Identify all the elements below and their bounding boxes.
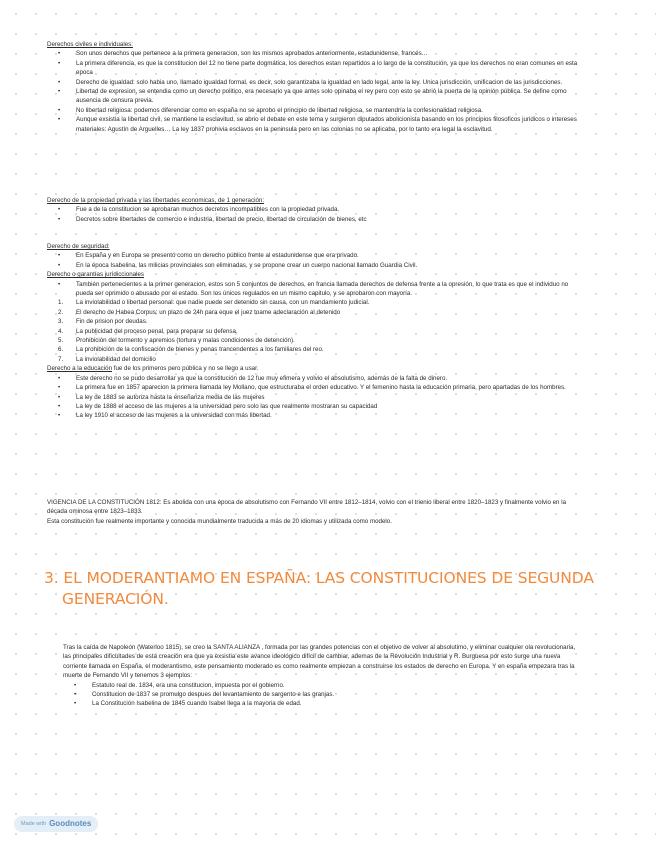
- garantias-intro-list: [47, 280, 587, 299]
- list-item: • Aunque exsistia la libertad civil, se mantiene la esclavitud, se abrio el debate en este tema y surgieron diputados abolicionista basando en los principios filosoficos juridicos o intereses materiales: Agustín de Arguelles… La ley 1837 prohivia esclavos en la peninsula pero en las colonias no se aplicaba, por lo tanto era legal la esclavitud.: [47, 115, 587, 134]
- list-text: Prohibición del tormento y apremios (tortura y malas condiciones de detención).: [76, 337, 295, 345]
- list-item: • La Constitución Isabelina de 1845 cuando Isabel llega a la mayoria de edad.: [63, 699, 583, 708]
- garantias-heading: Derecho o garantías jurídiccionales: [47, 271, 144, 279]
- list-item: • No libertad religiosa: podemos diferenciar como en españa no se aprobo el principio de libertad religiosa, se mantendría la confesionalidad religiosa.: [47, 106, 587, 115]
- section-3-heading: [44, 568, 604, 610]
- goodnotes-watermark: [14, 816, 98, 832]
- list-item: [47, 298, 587, 307]
- list-item: [47, 345, 587, 354]
- list-number: 5.: [58, 337, 64, 345]
- list-item: • Derecho de igualdad: solo habia uno, llamado igualdad formal, es decir, solo garantizaba la igualdad en lado legal, ante la ley. Unica jurisdicción, unificacion de las jurisdicciones.: [47, 78, 587, 87]
- list-item: • Fue a de la constitucion se aprobaran muchos decretos incompatibles con la propiedad privada.: [47, 205, 587, 214]
- watermark-brand: Goodnotes: [49, 819, 92, 828]
- list-item: • La ley de 1883 se autoriza hasta la enseñanza media de las mujeres: [47, 393, 587, 402]
- list-item: • La primera diferencia, es que la constitucion del 12 no tiene parte dogmática, los derechos estan repartidos a lo largo de la constitución, ya que los derechos no eran comunes en esta epoca: [47, 59, 587, 78]
- vigencia-text-2: Esta constitución fue realmente importante y conocida mundialmente traducida a más de 20 idiomas y utilizada como modelo.: [47, 517, 392, 525]
- propiedad-heading: Derecho de la propiedad privada y las libertades economicas, de 1 generación:: [47, 197, 265, 204]
- list-text: La inviolabilidad o libertad personal: que nadie puede ser detenido sin causa, con un mandamiento judicial.: [76, 299, 370, 307]
- civiles-section: [47, 40, 587, 134]
- list-text: La inviolabilidad del domicilio: [76, 355, 156, 363]
- section-3-title-line-2: GENERACIÓN.: [62, 590, 169, 608]
- educacion-list: [47, 374, 587, 421]
- list-item: • Son unos derechos que pertenece a la primera generacion, son los mismos aprobados anteriormente, estadunidense, francés…: [47, 49, 587, 58]
- list-item: • En la época Isabelina, las milicias provinciales son eliminadas, y se propone crear un cuerpo nacional llamado Guardia Civil.: [47, 261, 587, 270]
- section-3-list: [63, 681, 583, 709]
- list-item: [47, 317, 587, 326]
- list-item: [47, 308, 587, 317]
- list-text: Fin de prision por deudas.: [76, 318, 148, 326]
- section-3-body: [63, 643, 583, 709]
- propiedad-section: [47, 196, 587, 224]
- list-item: • Libertad de expresion, se entendia como un derecho politico, era necesario ya que antes solo opinaba el rey pero con esto se abrió la puerta de la opinión pública. Se define como ausencia de censura previa.: [47, 87, 587, 106]
- list-item: • También pertenecientes a la primer generacion, estos son 5 conjuntos de derechos, en francia llamada derechos de defensa frente a la opresión, lo que trata es que el individuo no pueda ser oprimido o abusado por el estado. Son los únicos regulados en un mismo capitulo, y se aprobaron con mayoría.: [47, 280, 587, 299]
- list-number: 1.: [58, 299, 64, 307]
- educacion-heading-line: [47, 364, 587, 373]
- list-item: [47, 327, 587, 336]
- list-item: • Constitucion de 1837 se promulgo despues del levantamiento de sargento e las granjas.: [63, 690, 583, 699]
- list-item: • La ley de 1888 el acceso de las mujeres a la universidad pero solo las que realmente mostraran su capacidad: [47, 402, 587, 411]
- garantias-numbered-list: [47, 298, 587, 364]
- watermark-prefix: Made with: [21, 821, 47, 827]
- list-text: La publicidad del proceso penal, para preparar su defensa.: [76, 327, 238, 335]
- list-number: 4.: [58, 327, 64, 335]
- section-3-title-line-1: 3. EL MODERANTIAMO EN ESPAÑA: LAS CONSTITUCIONES DE SEGUNDA: [44, 569, 594, 587]
- list-item: • Estatuto real de. 1834, era una constitucion, impuesta por el gobierno.: [63, 681, 583, 690]
- list-item: • Este derecho no se pudo desarrollar ya que la constitución de 12 fue muy efimera y volvio el absolutismo, además de la falta de dinero.: [47, 374, 587, 383]
- seguridad-section: [47, 242, 587, 421]
- list-item: • Decretos sobre libertades de comercio e industria, libertad de precio, libertad de circulación de bienes, etc: [47, 215, 587, 224]
- vigencia-text: VIGENCIA DE LA CONSTITUCIÓN 1812: Es abolida con una época de absolutismo con Fernando VII entre 1812–1814, volvio con el trienio liberal entre 1820–1823 y finalmente volvio en la década ominosa entre 1823–1833.: [47, 499, 567, 516]
- list-number: 2.: [58, 308, 64, 316]
- list-item: [47, 355, 587, 364]
- list-number: 6.: [58, 346, 64, 354]
- educacion-heading: Derecho a la educación: [47, 365, 113, 373]
- seguridad-heading: Derecho de seguridad:: [47, 243, 110, 250]
- civiles-list: [47, 49, 587, 134]
- propiedad-list: [47, 205, 587, 224]
- list-item: [47, 336, 587, 345]
- vigencia-section: [47, 498, 587, 526]
- educacion-heading-rest: fue de los primeros pero pública y no se llego a usar.: [112, 365, 259, 373]
- seguridad-list: [47, 251, 587, 270]
- list-item: • En España y en Europa se presentó como un derecho público frente al estadunidense que era privado.: [47, 251, 587, 260]
- section-3-paragraph: Tras la caída de Napoleón (Waterloo 1815), se creo la SANTA ALIANZA , formada por las grandes potencias con el objetivo de volver al absolutimo, y eliminar cualquier ola revolucionaria, las principales dificultades de esta creación era que ya exsistia este avance ideológico difícil de cambiar, ademas de la Revolución Industrial y R. Burguesa por esto surge una nueva corriente llamada en España, el moderantismo, este pensamiento moderado es como realmente empiezan a construirse los estados de derecho en Europa. Y en españa empezara tras la muerte de Fernando VII y tenemos 3 ejemplos:: [63, 644, 576, 680]
- list-item: • La primera fue en 1857 aparecion la primera llamada ley Mollano, que estructuraba el orden educativo. Y el femenino hasta la educación primaria, pero apartadas de los hombres.: [47, 383, 587, 392]
- list-number: 3.: [58, 318, 64, 326]
- list-text: La prohibición de la confiscación de bienes y penas trancendentes a los familiares del reo.: [76, 346, 324, 354]
- civiles-heading: Derechos civiles e individuales:: [47, 41, 133, 48]
- list-number: 7.: [58, 355, 64, 363]
- list-text: El derecho de Habea Corpus: un plazo de 24h para eque el juez toame adeclaración al detenido: [76, 308, 341, 316]
- list-item: • La ley 1910 el acceso de las mujeres a la universidad con más libertad.: [47, 411, 587, 420]
